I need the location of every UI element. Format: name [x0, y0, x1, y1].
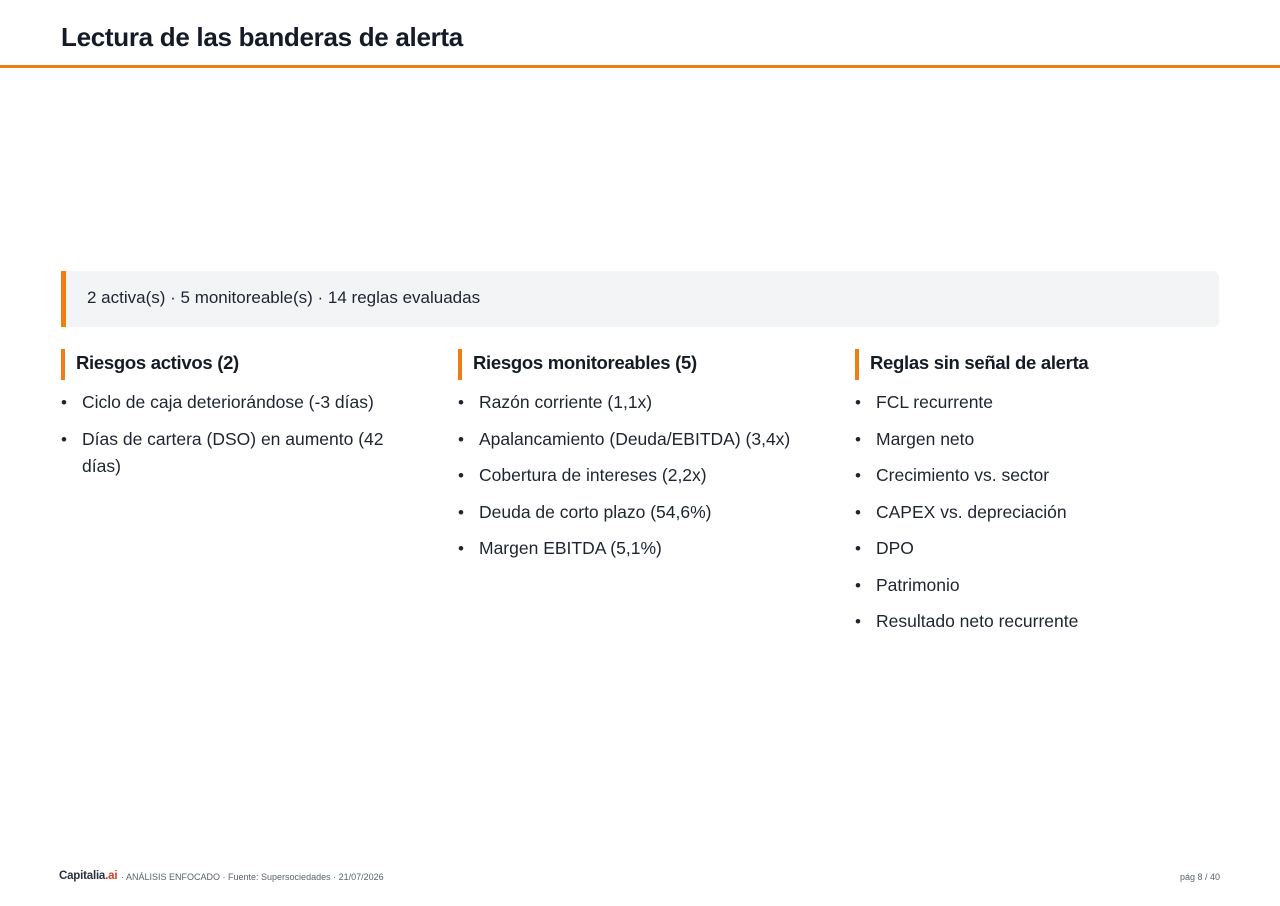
list-item-text: Deuda de corto plazo (54,6%)	[479, 501, 712, 522]
list-item-text: FCL recurrente	[876, 392, 994, 412]
page-title: Lectura de las banderas de alerta	[61, 22, 463, 52]
column-active-risks	[61, 349, 421, 489]
list-item	[855, 608, 1215, 635]
list-item	[855, 499, 1215, 526]
bullet-icon: •	[855, 466, 861, 485]
page-footer	[59, 869, 1220, 887]
brand-logo	[59, 870, 117, 882]
list-item	[855, 426, 1215, 453]
bullet-icon: •	[458, 393, 464, 412]
bullet-icon: •	[61, 429, 67, 449]
list-item-text: Días de cartera (DSO) en aumento (42 días)	[82, 428, 384, 476]
bullet-icon: •	[855, 612, 861, 631]
bullet-icon: •	[458, 466, 464, 485]
list-item-text: Resultado neto recurrente	[876, 611, 1079, 631]
list-item-text: Margen neto	[876, 428, 975, 449]
column-monitorable-risks	[458, 349, 818, 572]
list-item	[855, 572, 1215, 599]
list-item-text: Crecimiento vs. sector	[876, 465, 1050, 485]
bullet-icon: •	[458, 502, 464, 522]
footer-meta: · ANÁLISIS ENFOCADO · Fuente: Supersociedades · 21/07/2026	[121, 872, 384, 882]
list-item-text: Ciclo de caja deteriorándose (-3 días)	[82, 392, 374, 412]
brand-suffix: .ai	[105, 870, 118, 882]
bullet-list	[855, 389, 1215, 635]
bullet-icon: •	[855, 429, 861, 449]
column-heading: Riesgos activos (2)	[61, 349, 421, 380]
page-number: pág 8 / 40	[1179, 872, 1220, 882]
list-item	[855, 462, 1215, 489]
list-item	[458, 389, 838, 416]
list-item-text: Apalancamiento (Deuda/EBITDA) (3,4x)	[479, 428, 791, 449]
list-item-text: Razón corriente (1,1x)	[479, 392, 653, 412]
list-item	[855, 535, 1215, 562]
bullet-icon: •	[458, 429, 464, 449]
column-rules-no-alert	[855, 349, 1215, 645]
bullet-icon: •	[61, 393, 67, 412]
list-item	[61, 389, 401, 416]
bullet-icon: •	[855, 393, 861, 412]
bullet-icon: •	[855, 575, 861, 595]
summary-callout	[61, 271, 1219, 327]
summary-text: 2 activa(s) · 5 monitoreable(s) · 14 reglas evaluadas	[87, 288, 481, 307]
page-header	[0, 0, 1280, 68]
list-item	[458, 499, 838, 526]
list-item-text: DPO	[876, 538, 914, 558]
list-item-text: CAPEX vs. depreciación	[876, 501, 1067, 522]
bullet-list	[458, 389, 818, 562]
bullet-icon: •	[458, 539, 464, 558]
list-item	[458, 535, 838, 562]
column-heading: Reglas sin señal de alerta	[855, 349, 1215, 380]
list-item-text: Cobertura de intereses (2,2x)	[479, 465, 707, 485]
list-item	[458, 426, 838, 453]
bullet-list	[61, 389, 421, 480]
list-item-text: Margen EBITDA (5,1%)	[479, 538, 662, 558]
bullet-icon: •	[855, 539, 861, 558]
bullet-icon: •	[855, 502, 861, 522]
list-item	[855, 389, 1215, 416]
list-item	[61, 426, 401, 480]
list-item-text: Patrimonio	[876, 574, 960, 595]
brand-name: Capitalia	[59, 870, 106, 882]
list-item	[458, 462, 838, 489]
column-heading: Riesgos monitoreables (5)	[458, 349, 818, 380]
